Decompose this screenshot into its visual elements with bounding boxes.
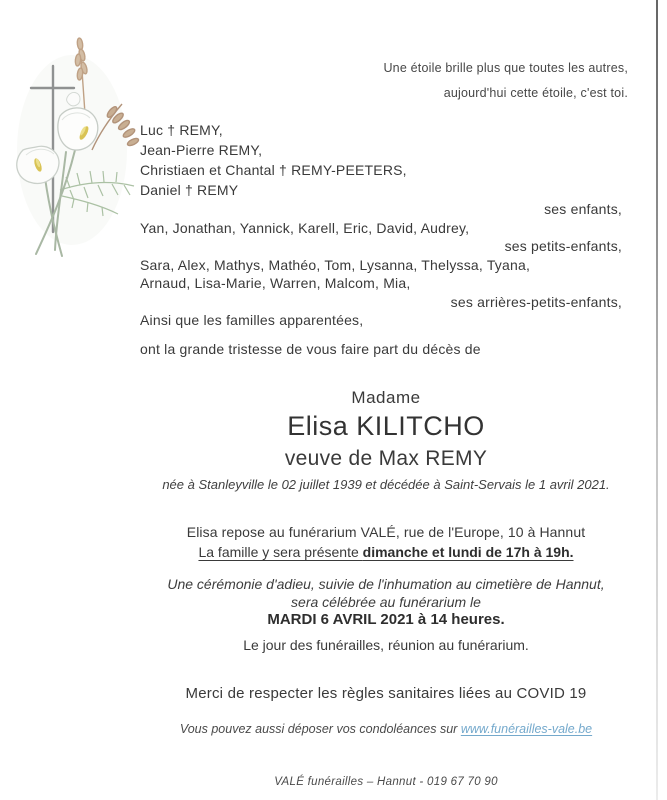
children-label: ses enfants,	[544, 201, 622, 217]
condolences-line	[140, 720, 632, 739]
repose-location-line: Elisa repose au funérarium VALÉ, rue de l'Europe, 10 à Hannut	[186, 524, 586, 540]
presence-schedule: dimanche et lundi de 17h à 19h.	[362, 544, 574, 560]
covid-notice-line: Merci de respecter les règles sanitaires liées au COVID 19	[185, 685, 587, 702]
ceremony-date-line: MARDI 6 AVRIL 2021 à 14 heures.	[267, 611, 505, 628]
funeral-home-footer: VALÉ funérailles – Hannut - 019 67 70 90	[274, 776, 498, 788]
great-grandchildren-names: Sara, Alex, Mathys, Mathéo, Tom, Lysanna, Thelyssa, Tyana,	[140, 256, 531, 273]
funeral-day-line: Le jour des funérailles, réunion au funérarium.	[243, 637, 529, 653]
child-name-line: Christiaen et Chantal † REMY-PEETERS,	[140, 162, 407, 178]
presence-prefix: La famille y sera présente	[198, 544, 363, 560]
quote-line: aujourd'hui cette étoile, c'est toi.	[443, 86, 628, 100]
calla-lily-icon	[17, 146, 59, 183]
child-name-line: Daniel † REMY	[140, 182, 239, 198]
ceremony-line: Une cérémonie d'adieu, suivie de l'inhumation au cimetière de Hannut,	[167, 576, 605, 592]
grandchildren-label: ses petits-enfants,	[504, 238, 622, 254]
child-name-line: Luc † REMY,	[140, 122, 223, 138]
deceased-name: Elisa KILITCHO	[287, 411, 485, 441]
deceased-title: Madame	[351, 388, 421, 407]
cross-lily-illustration	[0, 0, 160, 270]
scan-edge-line	[656, 0, 658, 800]
condolences-website-link[interactable]: www.funérailles-vale.be	[460, 722, 593, 736]
birth-death-line: née à Stanleyville le 02 juillet 1939 et décédée à Saint-Servais le 1 avril 2021.	[162, 477, 610, 492]
deceased-relation: veuve de Max REMY	[284, 447, 488, 470]
great-grandchildren-label: ses arrières-petits-enfants,	[450, 293, 622, 310]
memorial-quote	[140, 0, 632, 106]
calla-lily-icon	[58, 108, 98, 150]
announcement-content	[140, 0, 632, 739]
related-families-line: Ainsi que les familles apparentées,	[140, 312, 364, 328]
announcement-line: ont la grande tristesse de vous faire part du décès de	[140, 341, 481, 357]
ceremony-line: sera célébrée au funérarium le	[291, 593, 481, 610]
child-name-line: Jean-Pierre REMY,	[140, 142, 263, 158]
grandchildren-names: Yan, Jonathan, Yannick, Karell, Eric, David, Audrey,	[140, 219, 470, 236]
family-presence-line	[140, 542, 632, 562]
quote-line: Une étoile brille plus que toutes les autres,	[383, 61, 628, 75]
great-grandchildren-names: Arnaud, Lisa-Marie, Warren, Malcom, Mia,	[140, 275, 411, 291]
condolences-prefix: Vous pouvez aussi déposer vos condoléances sur	[179, 722, 461, 736]
children-names	[140, 120, 632, 200]
lily-bud	[67, 92, 80, 105]
